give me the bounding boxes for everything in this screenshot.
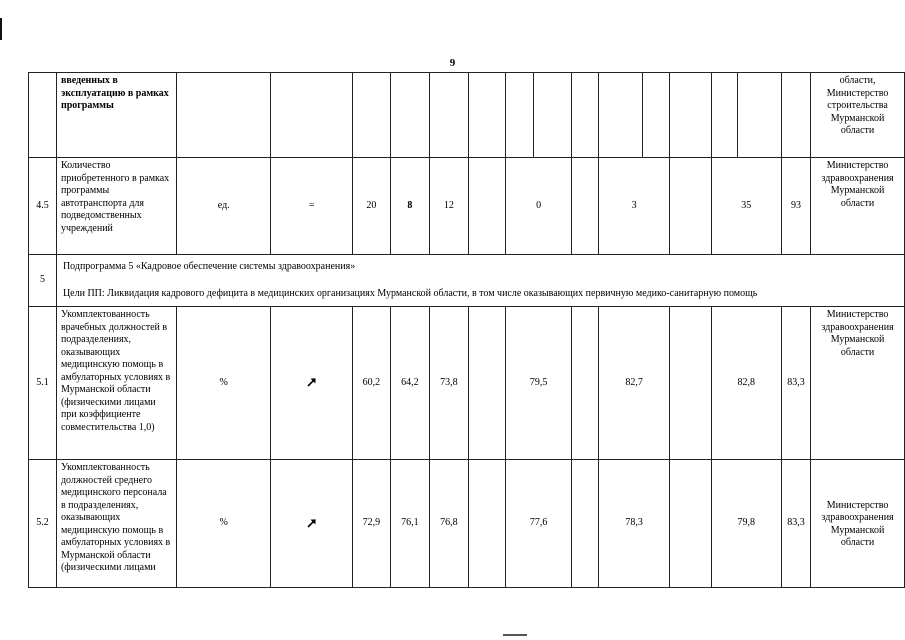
value-cell: 72,9 bbox=[353, 460, 391, 588]
empty-cell bbox=[505, 73, 533, 158]
row-number-cell bbox=[29, 73, 57, 158]
empty-cell bbox=[572, 158, 599, 255]
table-row-continuation bbox=[29, 73, 905, 158]
value-cell: 12 bbox=[430, 158, 469, 255]
value-cell: 20 bbox=[353, 158, 391, 255]
value-cell: 3 bbox=[599, 158, 669, 255]
empty-cell bbox=[468, 307, 505, 460]
unit-cell bbox=[177, 73, 271, 158]
unit-cell: % bbox=[177, 307, 271, 460]
table-row-4-5 bbox=[29, 158, 905, 255]
arrow-up-right-icon bbox=[307, 377, 317, 388]
value-cell: 83,3 bbox=[781, 307, 810, 460]
empty-cell bbox=[711, 73, 738, 158]
trend-cell: = bbox=[271, 158, 353, 255]
trend-cell bbox=[271, 460, 353, 588]
subprogram-cell bbox=[56, 255, 904, 307]
arrow-up-right-icon bbox=[307, 517, 317, 528]
empty-cell bbox=[669, 158, 711, 255]
indicators-table bbox=[28, 72, 905, 588]
value-cell: 8 bbox=[390, 158, 429, 255]
indicator-name: Количество приобретенного в рамках программы автотранспорта для подведомственных учреждений bbox=[56, 158, 176, 255]
responsible-cell: Министерство здравоохранения Мурманской области bbox=[811, 307, 905, 460]
binder-mark bbox=[0, 18, 2, 40]
responsible-cell: Министерство здравоохранения Мурманской области bbox=[811, 460, 905, 588]
value-cell: 73,8 bbox=[430, 307, 469, 460]
value-cell: 79,8 bbox=[711, 460, 781, 588]
responsible-cell: Министерство здравоохранения Мурманской области bbox=[811, 158, 905, 255]
value-cell bbox=[430, 73, 469, 158]
unit-cell: ед. bbox=[177, 158, 271, 255]
value-cell bbox=[534, 73, 572, 158]
table-row-5-1 bbox=[29, 307, 905, 460]
row-number: 5.1 bbox=[29, 307, 57, 460]
unit-cell: % bbox=[177, 460, 271, 588]
empty-cell bbox=[572, 307, 599, 460]
value-cell bbox=[738, 73, 782, 158]
subprogram-goal: Цели ПП: Ликвидация кадрового дефицита в медицинских организациях Мурманской области, в том числе оказывающих первичную медико-санитарную помощь bbox=[62, 287, 758, 299]
row-number: 5 bbox=[29, 255, 57, 307]
value-cell: 77,6 bbox=[505, 460, 571, 588]
value-cell: 78,3 bbox=[599, 460, 669, 588]
empty-cell bbox=[669, 307, 711, 460]
indicator-name: Укомплектованность должностей среднего медицинского персонала в подразделениях, оказывающих медицинскую помощь в амбулаторных условиях в Мурманской области (физическими лицами bbox=[56, 460, 176, 588]
value-cell: 0 bbox=[505, 158, 571, 255]
value-cell: 79,5 bbox=[505, 307, 571, 460]
empty-cell bbox=[643, 73, 670, 158]
value-cell bbox=[390, 73, 429, 158]
indicator-name: Укомплектованность врачебных должностей в подразделениях, оказывающих медицинскую помощь в амбулаторных условиях в Мурманской области (физическими лицами при коэффициенте совместительства 1,0) bbox=[56, 307, 176, 460]
trend-cell bbox=[271, 73, 353, 158]
empty-cell bbox=[468, 158, 505, 255]
value-cell: 76,8 bbox=[430, 460, 469, 588]
value-cell: 83,3 bbox=[781, 460, 810, 588]
indicator-name: введенных в эксплуатацию в рамках программы bbox=[56, 73, 176, 158]
empty-cell bbox=[572, 73, 599, 158]
value-cell bbox=[468, 73, 505, 158]
table-row-5-2 bbox=[29, 460, 905, 588]
empty-cell bbox=[468, 460, 505, 588]
row-number: 4.5 bbox=[29, 158, 57, 255]
empty-cell bbox=[572, 460, 599, 588]
subprogram-title: Подпрограмма 5 «Кадровое обеспечение системы здравоохранения» bbox=[62, 261, 356, 272]
empty-cell bbox=[781, 73, 810, 158]
value-cell: 60,2 bbox=[353, 307, 391, 460]
value-cell bbox=[599, 73, 643, 158]
empty-cell bbox=[669, 460, 711, 588]
value-cell: 82,8 bbox=[711, 307, 781, 460]
value-cell: 64,2 bbox=[390, 307, 429, 460]
value-cell: 93 bbox=[781, 158, 810, 255]
value-cell bbox=[669, 73, 711, 158]
value-cell: 35 bbox=[711, 158, 781, 255]
table-row-5 bbox=[29, 255, 905, 307]
page-number: 9 bbox=[449, 57, 456, 69]
value-cell: 82,7 bbox=[599, 307, 669, 460]
footer-mark bbox=[503, 634, 527, 636]
row-number: 5.2 bbox=[29, 460, 57, 588]
responsible-cell: области, Министерство строительства Мурманской области bbox=[811, 73, 905, 158]
value-cell: 76,1 bbox=[390, 460, 429, 588]
trend-cell bbox=[271, 307, 353, 460]
value-cell bbox=[353, 73, 391, 158]
